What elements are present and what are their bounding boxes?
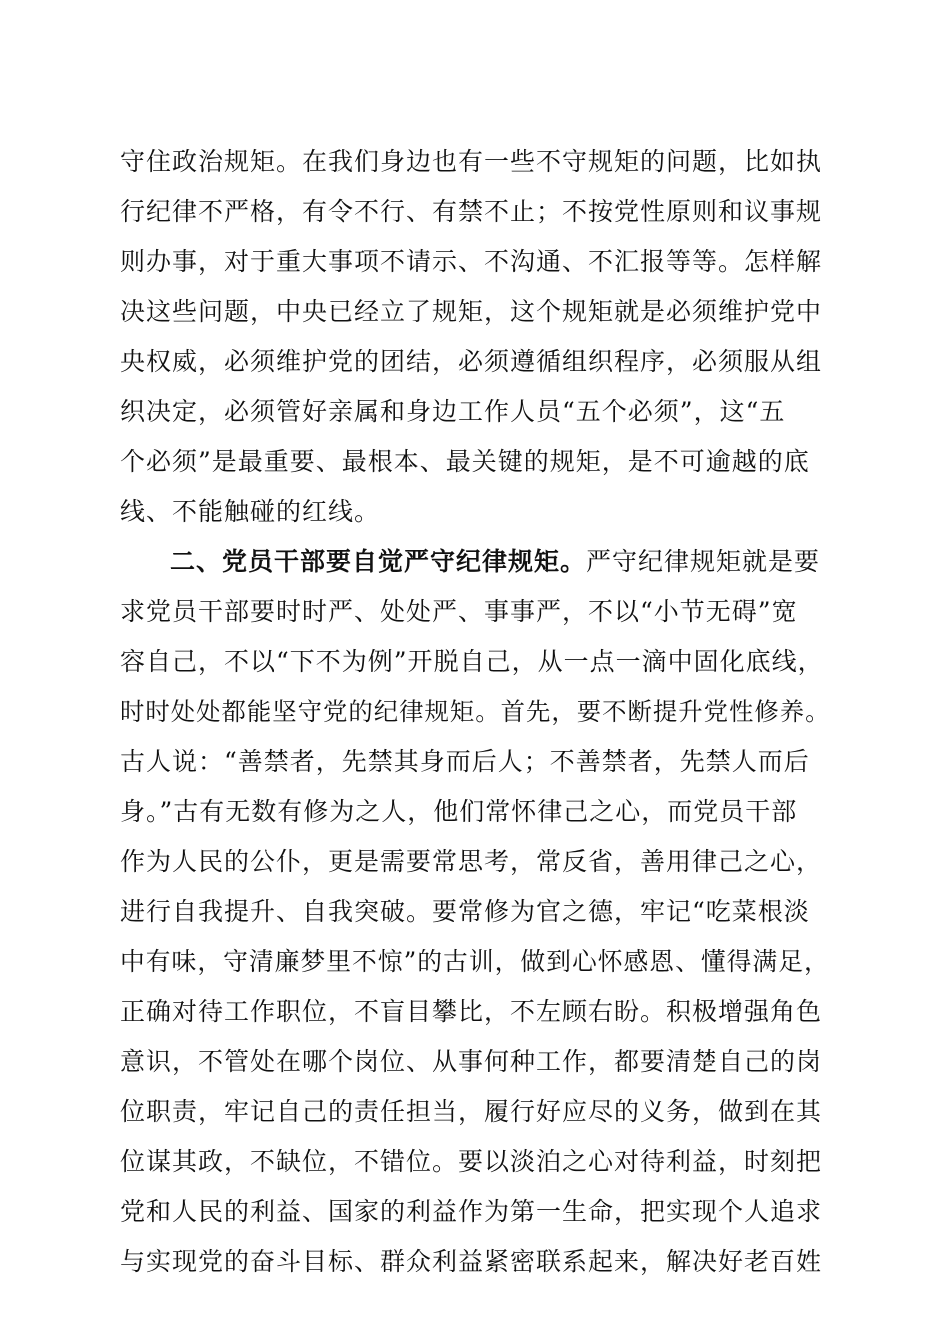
text-line: 线、不能触碰的红线。 xyxy=(120,497,381,526)
text-line: 容自己，不以“下不为例”开脱自己，从一点一滴中固化底线， xyxy=(120,647,824,676)
text-line: 央权威，必须维护党的团结，必须遵循组织程序，必须服从组 xyxy=(120,347,823,376)
text-line: 古人说：“善禁者，先禁其身而后人；不善禁者，先禁人而后 xyxy=(120,747,810,776)
text-line: 作为人民的公仆，更是需要常思考，常反省，善用律己之心， xyxy=(120,847,823,876)
text-line: 正确对待工作职位，不盲目攀比，不左顾右盼。积极增强角色 xyxy=(120,997,823,1026)
text-line: 党和人民的利益、国家的利益作为第一生命，把实现个人追求 xyxy=(120,1197,823,1226)
text-line: 中有味，守清廉梦里不惊”的古训，做到心怀感恩、懂得满足， xyxy=(120,947,830,976)
text-line: 守住政治规矩。在我们身边也有一些不守规矩的问题，比如执 xyxy=(120,147,823,176)
text-line: 身。”古有无数有修为之人，他们常怀律己之心，而党员干部 xyxy=(120,797,798,826)
text-line: 则办事，对于重大事项不请示、不沟通、不汇报等等。怎样解 xyxy=(120,247,823,276)
text-line: 时时处处都能坚守党的纪律规矩。首先，要不断提升党性修养。 xyxy=(120,697,831,726)
text-line: 决这些问题，中央已经立了规矩，这个规矩就是必须维护党中 xyxy=(120,297,823,326)
text-line: 进行自我提升、自我突破。要常修为官之德，牢记“吃菜根淡 xyxy=(120,897,810,926)
text-line: 位谋其政，不缺位，不错位。要以淡泊之心对待利益，时刻把 xyxy=(120,1147,823,1176)
section-heading: 二、党员干部要自觉严守纪律规矩。 xyxy=(170,547,587,576)
text-fragment: 严守纪律规矩就是要 xyxy=(586,547,821,576)
text-line: 行纪律不严格，有令不行、有禁不止；不按党性原则和议事规 xyxy=(120,197,823,226)
text-line: 求党员干部要时时严、处处严、事事严，不以“小节无碍”宽 xyxy=(120,597,798,626)
text-line: 意识，不管处在哪个岗位、从事何种工作，都要清楚自己的岗 xyxy=(120,1047,823,1076)
text-line: 织决定，必须管好亲属和身边工作人员“五个必须”，这“五 xyxy=(120,397,786,426)
text-line: 与实现党的奋斗目标、群众利益紧密联系起来，解决好老百姓 xyxy=(120,1247,823,1276)
paragraph-heading-line xyxy=(170,546,830,578)
text-line: 个必须”是最重要、最根本、最关键的规矩，是不可逾越的底 xyxy=(120,447,810,476)
text-line: 位职责，牢记自己的责任担当，履行好应尽的义务，做到在其 xyxy=(120,1097,823,1126)
